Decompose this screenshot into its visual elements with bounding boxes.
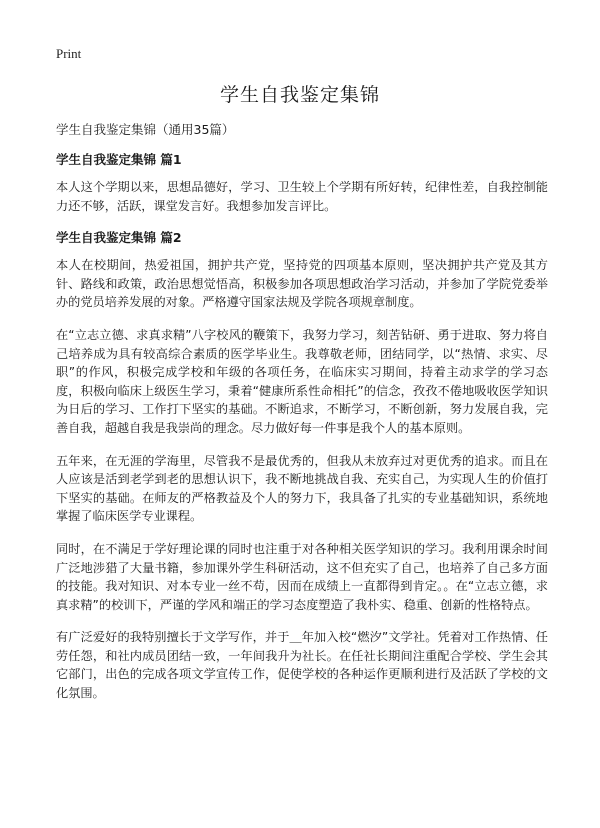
section-1: [56, 151, 548, 215]
paragraph: 本人这个学期以来，思想品德好，学习、卫生较上个学期有所好转，纪律性差，自我控制能力还不够，活跃，课堂发言好。我想参加发言评比。: [56, 180, 548, 213]
print-link[interactable]: Print: [56, 46, 82, 61]
paragraph: 在“立志立德、求真求精”八字校风的鞭策下，我努力学习，刻苦钻研、勇于进取、努力将自己培养成为具有较高综合素质的医学毕业生。我尊敬老师，团结同学，以“热情、求实、尽职”的作风，积极完成学校和年级的各项任务，在临床实习期间，持着主动求学的学习态度，积极向临床上级医生学习，秉着“健康所系性命相托”的信念，孜孜不倦地吸收医学知识为日后的学习、工作打下坚实的基础。不断追求，不断学习，不断创新，努力发展自我，完善自我，超越自我是我崇尚的理念。尽力做好每一件事是我个人的基本原则。: [56, 327, 548, 435]
paragraph: 本人在校期间，热爱祖国，拥护共产党，坚持党的四项基本原则，坚决拥护共产党及其方针、路线和政策，政治思想觉悟高，积极参加各项思想政治学习活动，并参加了学院党委举办的党员培养发展的对象。严格遵守国家法规及学院各项规章制度。: [56, 258, 548, 310]
document-body: [56, 121, 548, 717]
section-2: [56, 229, 548, 702]
section-heading: 学生自我鉴定集锦 篇2: [56, 230, 182, 246]
paragraph: 五年来，在无涯的学海里，尽管我不是最优秀的，但我从未放弃过对更优秀的追求。而且在人应该是活到老学到老的思想认识下，我不断地挑战自我、充实自己，为实现人生的价值打下坚实的基础。在师友的严格教益及个人的努力下，我具备了扎实的专业基础知识，系统地掌握了临床医学专业课程。: [56, 453, 548, 524]
document-title: 学生自我鉴定集锦: [219, 84, 380, 106]
paragraph: 有广泛爱好的我特别擅长于文学写作，并于＿年加入校“燃汐”文学社。凭着对工作热情、任劳任怨，和社内成员团结一致，一年间我升为社长。在任社长期间注重配合学校、学生会其它部门，出色的完成各项文学宣传工作，促使学校的各种运作更顺利进行及活跃了学校的文化氛围。: [56, 630, 548, 701]
section-heading: 学生自我鉴定集锦 篇1: [56, 152, 182, 167]
document-subtitle: 学生自我鉴定集锦（通用35篇）: [56, 122, 235, 137]
paragraph: 同时，在不满足于学好理论课的同时也注重于对各种相关医学知识的学习。我利用课余时间广泛地涉猎了大量书籍，参加课外学生科研活动，这不但充实了自己，也培养了自己多方面的技能。我对知识、对本专业一丝不苟，因而在成绩上一直都得到肯定。。在“立志立德，求真求精”的校训下，严谨的学风和端正的学习态度塑造了我朴实、稳重、创新的性格特点。: [56, 541, 548, 612]
